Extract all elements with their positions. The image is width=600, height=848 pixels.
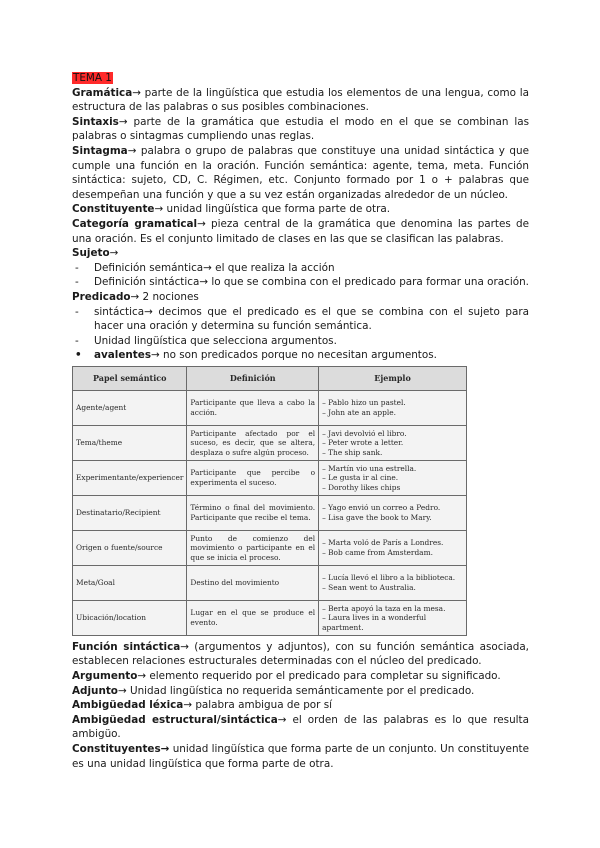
term: Argumento bbox=[72, 670, 138, 683]
definition-text: → parte de la gramática que estudia el modo en el que se combinan las palabras o sintagmas cumpliendo unas reglas. bbox=[72, 115, 529, 143]
list-item: - sintáctica→ decimos que el predicado es el que se combina con el sujeto para hacer una oración y determina su función semántica. bbox=[72, 305, 529, 334]
term: Ambigüedad léxica bbox=[72, 699, 184, 712]
document-page bbox=[72, 71, 529, 771]
definition-sintagma bbox=[72, 144, 529, 202]
definition-text: → el orden de las palabras es lo que resulta ambigüo. bbox=[72, 713, 529, 741]
term: Función sintáctica bbox=[72, 640, 181, 653]
definition-constituyentes bbox=[72, 742, 529, 771]
cell-definition: Destino del movimiento bbox=[187, 565, 319, 600]
table-row bbox=[73, 425, 467, 460]
definition-text: → Unidad lingüística no requerida semánticamente por el predicado. bbox=[117, 684, 475, 697]
example-line: – Lucía llevó el libro a la biblioteca. bbox=[322, 573, 463, 582]
term: avalentes bbox=[94, 349, 152, 362]
table-row bbox=[73, 495, 467, 530]
col-header-role: Papel semántico bbox=[73, 366, 187, 390]
term: Adjunto bbox=[72, 684, 118, 697]
cell-definition: Participante que percibe o experimenta el suceso. bbox=[187, 460, 319, 495]
definition-sintaxis bbox=[72, 115, 529, 144]
cell-example bbox=[319, 390, 467, 425]
cell-definition: Lugar en el que se produce el evento. bbox=[187, 600, 319, 635]
cell-definition: Participante que lleva a cabo la acción. bbox=[187, 390, 319, 425]
definition-argumento bbox=[72, 669, 529, 684]
cell-example bbox=[319, 600, 467, 635]
list-item: - Definición sintáctica→ lo que se combina con el predicado para formar una oración. bbox=[72, 275, 529, 290]
term: Predicado bbox=[72, 290, 131, 303]
term: Constituyentes→ bbox=[72, 743, 170, 756]
cell-role: Destinatario/Recipient bbox=[73, 495, 187, 530]
definition-text: → unidad lingüística que forma parte de otra. bbox=[154, 203, 391, 216]
cell-definition: Término o final del movimiento. Participante que recibe el tema. bbox=[187, 495, 319, 530]
cell-role: Tema/theme bbox=[73, 425, 187, 460]
definition-text: → palabra o grupo de palabras que constituye una unidad sintáctica y que cumple una función en la oración. Función semántica: agente, tema, meta. Función sintáctica: sujeto, CD, C. Régimen, etc. Conjunto formado por 1 o + palabras que desempeñan una función y que a su vez están organizadas alrededor de un núcleo. bbox=[72, 144, 529, 201]
table-row bbox=[73, 460, 467, 495]
example-line: – John ate an apple. bbox=[322, 408, 463, 417]
example-line: – Peter wrote a letter. bbox=[322, 438, 463, 447]
example-line: – Le gusta ir al cine. bbox=[322, 473, 463, 482]
table-row bbox=[73, 565, 467, 600]
term: Gramática bbox=[72, 86, 133, 99]
term: Sujeto bbox=[72, 247, 110, 260]
cell-definition: Punto de comienzo del movimiento o participante en el que se inicia el proceso. bbox=[187, 530, 319, 565]
cell-role: Experimentante/experiencer bbox=[73, 460, 187, 495]
cell-example bbox=[319, 530, 467, 565]
term: Sintaxis bbox=[72, 115, 119, 128]
definition-text: → palabra ambigua de por sí bbox=[183, 699, 333, 712]
cell-role: Agente/agent bbox=[73, 390, 187, 425]
definition-text: → (argumentos y adjuntos), con su función semántica asociada, establecen relaciones estructurales determinadas con el núcleo del predicado. bbox=[72, 640, 529, 668]
cell-example bbox=[319, 460, 467, 495]
example-line: – Bob came from Amsterdam. bbox=[322, 548, 463, 557]
definition-categoria bbox=[72, 217, 529, 246]
definition-funcion-sintactica bbox=[72, 640, 529, 669]
cell-example bbox=[319, 565, 467, 600]
term: Sintagma bbox=[72, 144, 128, 157]
term: Constituyente bbox=[72, 203, 155, 216]
term: Ambigüedad estructural/sintáctica bbox=[72, 713, 278, 726]
example-line: – Laura lives in a wonderful apartment. bbox=[322, 613, 463, 632]
table-row bbox=[73, 390, 467, 425]
definition-gramatica bbox=[72, 86, 529, 115]
example-line: – Sean went to Australia. bbox=[322, 583, 463, 592]
definition-text: → no son predicados porque no necesitan argumentos. bbox=[151, 349, 437, 362]
example-line: – Martín vio una estrella. bbox=[322, 464, 463, 473]
example-line: – Pablo hizo un pastel. bbox=[322, 398, 463, 407]
arrow: → bbox=[109, 247, 119, 260]
heading-line bbox=[72, 71, 529, 86]
term: Categoría gramatical bbox=[72, 217, 198, 230]
predicado-list bbox=[72, 305, 529, 363]
definition-ambiguedad-lexica bbox=[72, 698, 529, 713]
example-line: – Yago envió un correo a Pedro. bbox=[322, 503, 463, 512]
sujeto-list bbox=[72, 261, 529, 290]
list-item: - Definición semántica→ el que realiza la acción bbox=[72, 261, 529, 276]
definition-text: → elemento requerido por el predicado para completar su significado. bbox=[137, 670, 501, 683]
predicado-heading bbox=[72, 290, 529, 305]
definition-text: unidad lingüística que forma parte de un conjunto. Un constituyente es una unidad lingüística que forma parte de otra. bbox=[72, 743, 529, 770]
example-line: – Marta voló de París a Londres. bbox=[322, 538, 463, 547]
list-item: - Unidad lingüística que selecciona argumentos. bbox=[72, 334, 529, 349]
example-line: – Berta apoyó la taza en la mesa. bbox=[322, 604, 463, 613]
example-line: – Javi devolvió el libro. bbox=[322, 429, 463, 438]
cell-role: Ubicación/location bbox=[73, 600, 187, 635]
sujeto-heading bbox=[72, 246, 529, 261]
cell-role: Meta/Goal bbox=[73, 565, 187, 600]
list-item-avalentes bbox=[72, 348, 529, 363]
table-row bbox=[73, 600, 467, 635]
definition-constituyente bbox=[72, 202, 529, 217]
semantic-roles-table bbox=[72, 366, 467, 636]
col-header-example: Ejemplo bbox=[319, 366, 467, 390]
cell-role: Origen o fuente/source bbox=[73, 530, 187, 565]
definition-text: → 2 nociones bbox=[130, 290, 199, 303]
col-header-definition: Definición bbox=[187, 366, 319, 390]
definition-text: → parte de la lingüística que estudia los elementos de una lengua, como la estructura de las palabras o sus posibles combinaciones. bbox=[72, 86, 529, 114]
table-row bbox=[73, 530, 467, 565]
cell-example bbox=[319, 425, 467, 460]
example-line: – The ship sank. bbox=[322, 448, 463, 457]
title-tag: TEMA 1 bbox=[73, 72, 112, 84]
example-line: – Dorothy likes chips bbox=[322, 483, 463, 492]
definition-text: → pieza central de la gramática que denomina las partes de una oración. Es el conjunto limitado de clases en las que se clasifican las palabras. bbox=[72, 217, 529, 245]
definition-adjunto bbox=[72, 684, 529, 699]
cell-example bbox=[319, 495, 467, 530]
definition-ambiguedad-estructural bbox=[72, 713, 529, 742]
cell-definition: Participante afectado por el suceso, es decir, que se altera, desplaza o sufre algún proceso. bbox=[187, 425, 319, 460]
semantic-roles-table-image bbox=[72, 366, 467, 636]
example-line: – Lisa gave the book to Mary. bbox=[322, 513, 463, 522]
